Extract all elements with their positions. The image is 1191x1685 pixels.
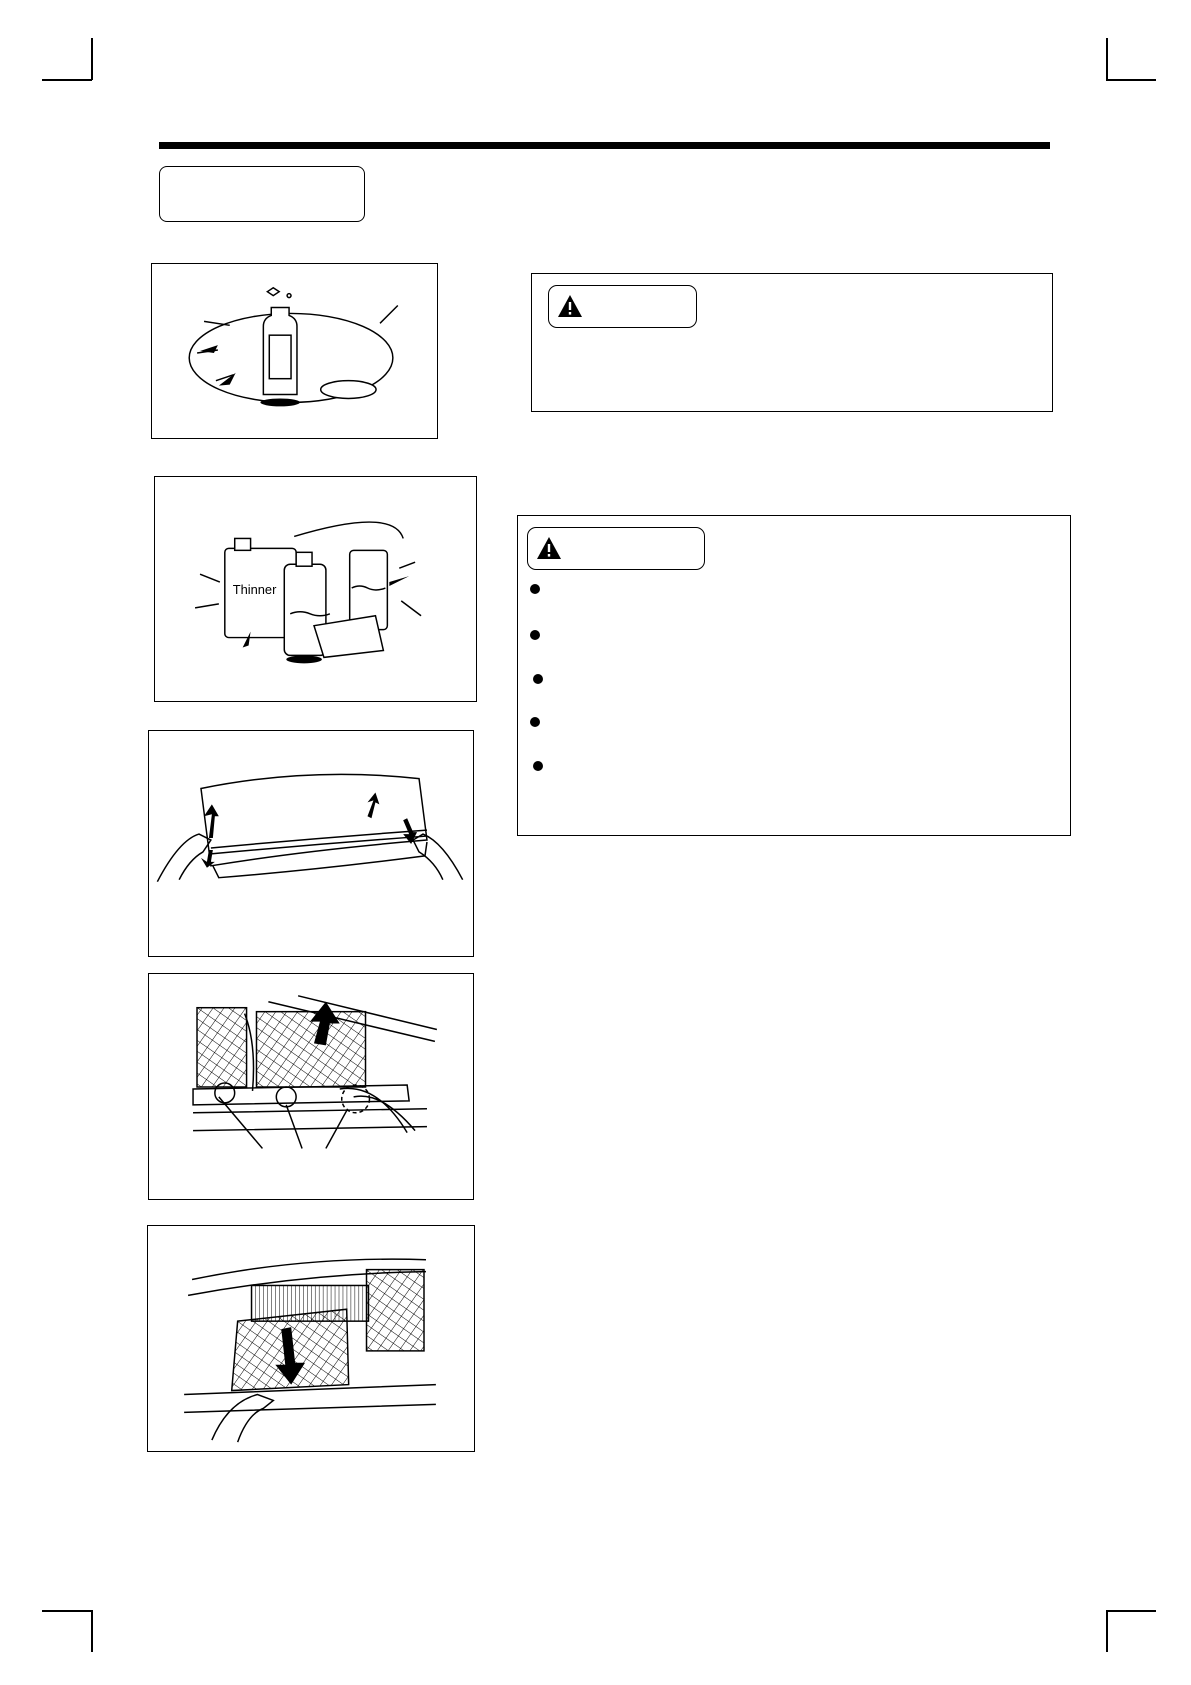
warning-box-top bbox=[531, 273, 1053, 412]
figure-remove-filter bbox=[147, 1225, 475, 1452]
warning-triangle-icon bbox=[536, 536, 562, 560]
filter-down-icon bbox=[148, 1226, 474, 1451]
crop-mark-top-left-v bbox=[91, 38, 93, 80]
bullet-dot-icon bbox=[533, 761, 543, 771]
thinner-container-label: Thinner bbox=[232, 581, 277, 597]
chemical-bottle-icon bbox=[152, 264, 437, 438]
crop-mark-bottom-left-v bbox=[91, 1610, 93, 1652]
crop-mark-bottom-right-h bbox=[1106, 1610, 1156, 1612]
section-label-box bbox=[159, 166, 365, 222]
warning-tag-main bbox=[527, 527, 705, 570]
crop-mark-bottom-left-h bbox=[42, 1610, 92, 1612]
header-rule bbox=[159, 142, 1050, 149]
filter-up-icon bbox=[149, 974, 473, 1199]
figure-chemical-bottle bbox=[151, 263, 438, 439]
crop-mark-top-right-h bbox=[1106, 79, 1156, 81]
crop-mark-top-left-h bbox=[42, 79, 92, 81]
bullet-dot-icon bbox=[533, 674, 543, 684]
crop-mark-top-right-v bbox=[1106, 38, 1108, 80]
figure-cleaning-agents bbox=[154, 476, 477, 702]
warning-triangle-icon bbox=[557, 294, 583, 318]
warning-tag-top bbox=[548, 285, 697, 328]
figure-open-front-panel bbox=[148, 730, 474, 957]
bullet-dot-icon bbox=[530, 584, 540, 594]
cleaning-agents-icon bbox=[155, 477, 476, 701]
bullet-dot-icon bbox=[530, 717, 540, 727]
figure-lift-filter bbox=[148, 973, 474, 1200]
warning-box-main bbox=[517, 515, 1071, 836]
bullet-dot-icon bbox=[530, 630, 540, 640]
open-panel-icon bbox=[149, 731, 473, 956]
crop-mark-bottom-right-v bbox=[1106, 1610, 1108, 1652]
